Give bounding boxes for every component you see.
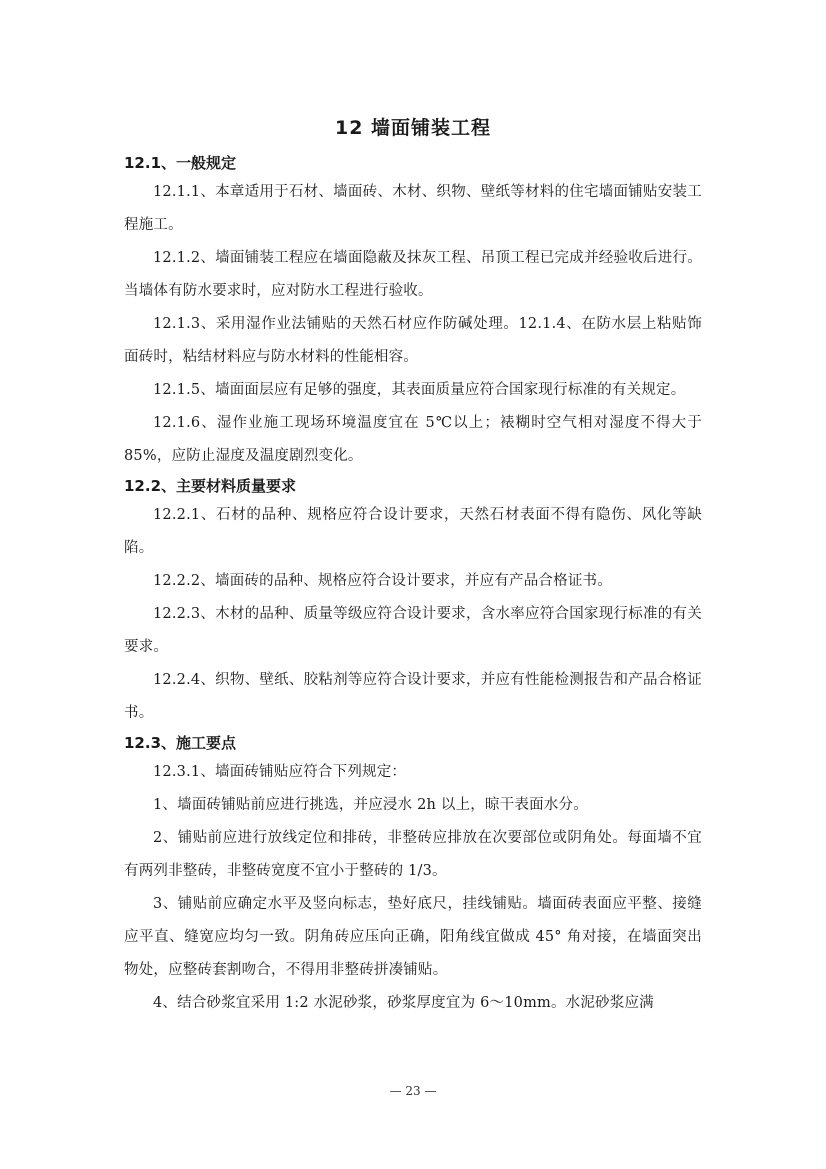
paragraph: 4、结合砂浆宜采用 1:2 水泥砂浆，砂浆厚度宜为 6～10mm。水泥砂浆应满: [153, 995, 654, 1011]
paragraph: 12.1.1、本章适用于石材、墙面砖、木材、织物、壁纸等材料的住宅墙面铺贴安装工程施工。: [124, 184, 702, 233]
paragraph: 12.1.6、湿作业施工现场环境温度宜在 5℃以上；裱糊时空气相对湿度不得大于 85%，应防止湿度及温度剧烈变化。: [124, 415, 702, 464]
section-heading: 12.3、施工要点: [124, 734, 237, 752]
paragraph: 12.1.5、墙面面层应有足够的强度，其表面质量应符合国家现行标准的有关规定。: [153, 382, 686, 398]
section-heading: 12.2、主要材料质量要求: [124, 477, 297, 495]
paragraph: 12.2.1、石材的品种、规格应符合设计要求，天然石材表面不得有隐伤、风化等缺陷。: [124, 507, 702, 556]
paragraph: 12.2.4、织物、壁纸、胶粘剂等应符合设计要求，并应有性能检测报告和产品合格证书。: [124, 672, 702, 721]
paragraph: 12.2.2、墙面砖的品种、规格应符合设计要求，并应有产品合格证书。: [153, 573, 612, 589]
paragraph: 2、铺贴前应进行放线定位和排砖，非整砖应排放在次要部位或阴角处。每面墙不宜有两列非整砖，非整砖宽度不宜小于整砖的 1/3。: [124, 830, 702, 879]
paragraph: 12.1.2、墙面铺装工程应在墙面隐蔽及抹灰工程、吊顶工程已完成并经验收后进行。当墙体有防水要求时，应对防水工程进行验收。: [124, 250, 702, 299]
section-heading: 12.1、一般规定: [124, 154, 237, 172]
page-title: 12 墙面铺装工程: [334, 117, 492, 139]
paragraph: 1、墙面砖铺贴前应进行挑选，并应浸水 2h 以上，晾干表面水分。: [153, 797, 588, 813]
paragraph: 12.2.3、木材的品种、质量等级应符合设计要求，含水率应符合国家现行标准的有关要求。: [124, 606, 702, 655]
page-number: — 23 —: [389, 1084, 437, 1098]
paragraph: 12.1.3、采用湿作业法铺贴的天然石材应作防碱处理。12.1.4、在防水层上粘贴饰面砖时，粘结材料应与防水材料的性能相容。: [124, 316, 702, 365]
paragraph: 12.3.1、墙面砖铺贴应符合下列规定：: [153, 764, 407, 780]
paragraph: 3、铺贴前应确定水平及竖向标志，垫好底尺，挂线铺贴。墙面砖表面应平整、接缝应平直、缝宽应均匀一致。阴角砖应压向正确，阳角线宜做成 45° 角对接，在墙面突出物处，应整砖套割吻合，不得用非整砖拼凑铺贴。: [124, 896, 702, 978]
document-body: [124, 150, 702, 1020]
